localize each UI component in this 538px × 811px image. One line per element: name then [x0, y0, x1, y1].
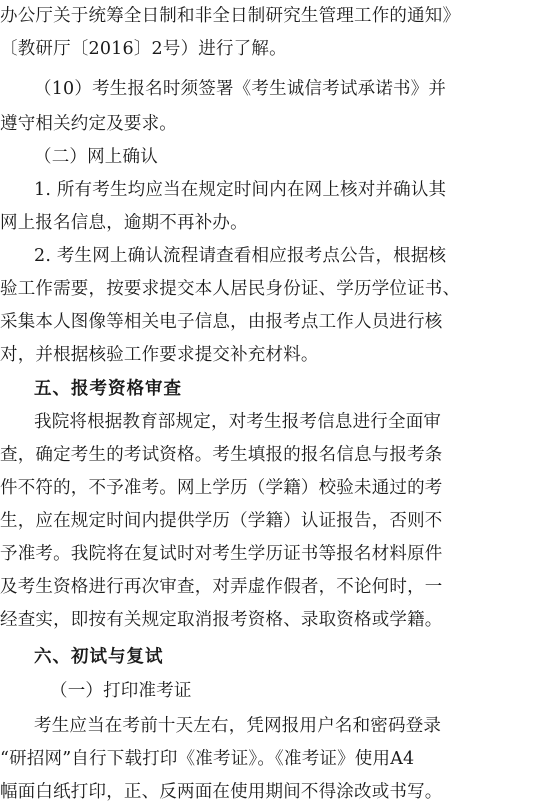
paragraph-line: 我院将根据教育部规定，对考生报考信息进行全面审 — [34, 412, 442, 432]
paragraph-line: 生，应在规定时间内提供学历（学籍）认证报告，否则不 — [0, 511, 443, 531]
paragraph-line: 采集本人图像等相关电子信息，由报考点工作人员进行核 — [0, 312, 443, 332]
paragraph-line: 对，并根据核验工作要求提交补充材料。 — [0, 345, 319, 365]
paragraph-line: 验工作需要，按要求提交本人居民身份证、学历学位证书、 — [0, 279, 461, 299]
paragraph-line: 予准考。我院将在复试时对考生学历证书等报名材料原件 — [0, 544, 443, 564]
section-subheading: （一）打印准考证 — [50, 681, 192, 701]
section-heading: 六、初试与复试 — [34, 647, 164, 667]
section-heading: 五、报考资格审查 — [34, 379, 182, 399]
paragraph-line: 1. 所有考生均应当在规定时间内在网上核对并确认其 — [34, 180, 447, 200]
paragraph-line: 幅面白纸打印，正、反两面在使用期间不得涂改或书写。 — [0, 782, 443, 802]
paragraph-line: 办公厅关于统筹全日制和非全日制研究生管理工作的通知》 — [0, 6, 461, 26]
paragraph-line: （10）考生报名时须签署《考生诚信考试承诺书》并 — [34, 79, 447, 99]
paragraph-line: 经查实，即按有关规定取消报考资格、录取资格或学籍。 — [0, 610, 443, 630]
paragraph-line: 查，确定考生的考试资格。考生填报的报名信息与报考条 — [0, 445, 443, 465]
paragraph-line: 遵守相关约定及要求。 — [0, 114, 177, 134]
paragraph-line: 考生应当在考前十天左右，凭网报用户名和密码登录 — [34, 716, 442, 736]
paragraph-line: 网上报名信息，逾期不再补办。 — [0, 213, 248, 233]
paragraph-line: 及考生资格进行再次审查，对弄虚作假者，不论何时，一 — [0, 577, 443, 597]
paragraph-line: “研招网”自行下载打印《准考证》。《准考证》使用A4 — [0, 749, 415, 769]
paragraph-line: 〔教研厅〔2016〕2号）进行了解。 — [0, 39, 287, 59]
paragraph-line: 2. 考生网上确认流程请查看相应报考点公告，根据核 — [34, 246, 447, 266]
paragraph-line: 件不符的，不予准考。网上学历（学籍）校验未通过的考 — [0, 478, 443, 498]
section-subheading: （二）网上确认 — [34, 147, 158, 167]
